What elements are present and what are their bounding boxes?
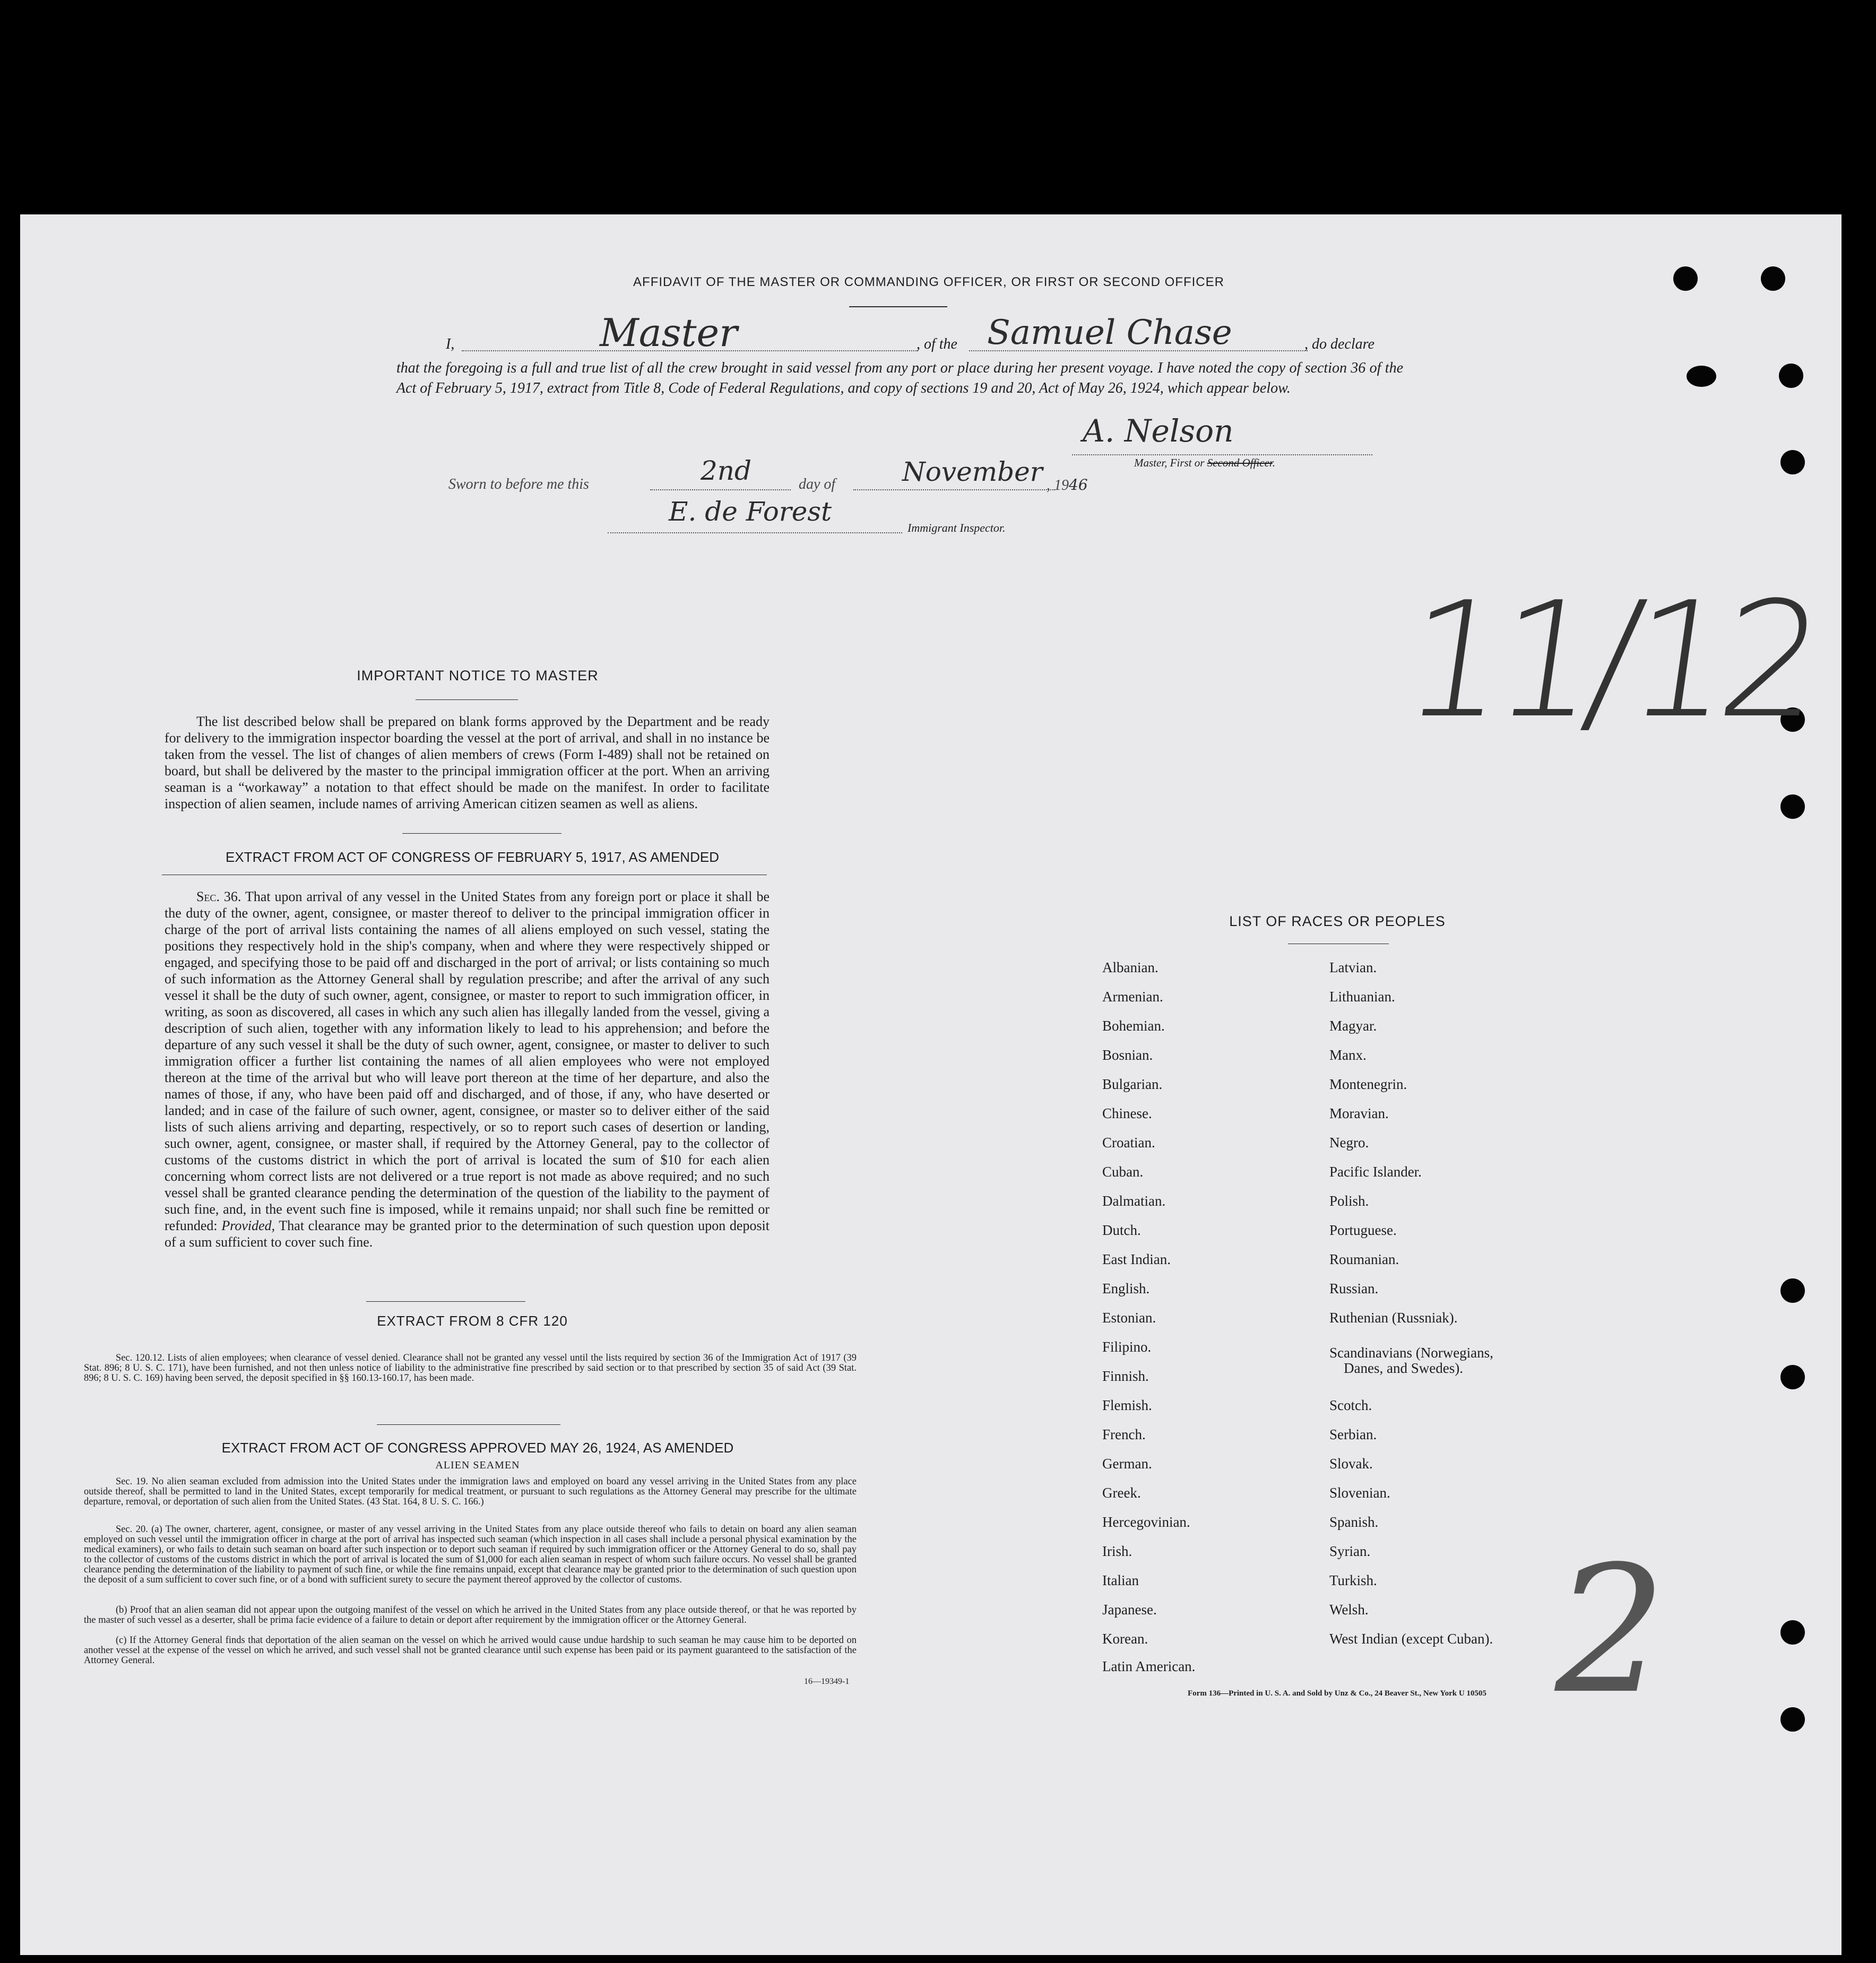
year-prefix: , 19 xyxy=(1047,477,1069,494)
race-item: Filipino. xyxy=(1102,1339,1152,1355)
race-item: Latvian. xyxy=(1329,959,1377,975)
race-item: Negro. xyxy=(1329,1135,1369,1151)
sec20b-text: (b) Proof that an alien seaman did not appear upon the outgoing manifest of the vessel on which he arrived in the United States from any place outside thereof, or that he was reported by the master of such vessel as a deserter, shall be prima facie evidence of a failure to detain or deport after requirement by the immigration officer or the Attorney General. xyxy=(84,1605,857,1625)
race-item: East Indian. xyxy=(1102,1251,1171,1267)
race-item: Chinese. xyxy=(1102,1105,1152,1121)
year-handwriting: 46 xyxy=(1069,476,1088,494)
divider xyxy=(366,1301,525,1302)
sec20a-text: Sec. 20. (a) The owner, charterer, agent, consignee, or master of any vessel arriving in the United States from any place outside thereof who fails to detain on board any alien seaman employed on such vessel until the immigration officer in charge at the port of arrival has inspected such seaman (which inspection in all cases shall include a personal physical examination by the medical examiners), or who fails to detain such seaman on board after such inspection or to deport such seaman if required by such immigration officer or the Attorney General to do so, shall pay to the collector of customs of the customs district in which the port of arrival is located the sum of $1,000 for each alien seaman in respect of whom such failure occurs. No vessel shall be granted clearance pending the determination of the liability to payment of such fine, or while the fine remains unpaid, except that clearance may be granted prior to the determination of such question upon the deposit of a sum sufficient to cover such fine, or of a bond with sufficient surety to secure the payment thereof approved by the collector of customs. xyxy=(84,1524,857,1585)
race-item: English. xyxy=(1102,1281,1150,1296)
year-label xyxy=(1047,476,1088,494)
day-field-line xyxy=(650,489,791,490)
punch-hole xyxy=(1687,366,1716,387)
sec20c-text: (c) If the Attorney General finds that deportation of the alien seaman on the vessel on which he arrived would cause undue hardship to such seaman he may cause him to be deported on another vessel at the expense of the vessel on which he arrived, and such vessel shall not be granted clearance until such expense has been paid or its payment guaranteed to the satisfaction of the Attorney General. xyxy=(84,1635,857,1666)
race-item: Bohemian. xyxy=(1102,1018,1165,1034)
race-item: Finnish. xyxy=(1102,1368,1149,1384)
race-item: Bosnian. xyxy=(1102,1047,1153,1063)
alien-seamen-subtitle: ALIEN SEAMEN xyxy=(435,1459,520,1471)
inspector-caption: Immigrant Inspector. xyxy=(907,521,1006,534)
cfr-title: EXTRACT FROM 8 CFR 120 xyxy=(377,1313,568,1329)
race-item: Serbian. xyxy=(1329,1426,1377,1442)
punch-hole xyxy=(1780,1707,1805,1732)
sec36-body: That upon arrival of any vessel in the United States from any foreign port or place it shall be the duty of the owner, agent, consignee, or master thereof to deliver to the principal immigration officer in charge of the port of arrival lists containing the names of all aliens employed on such vessel, stating the positions they respectively hold in the ship's company, when and where they were respectively shipped or engaged, and specifying those to be paid off and discharged in the port of arrival; or lists containing so much of such information as the Attorney General shall by regulation prescribe; and after the arrival of any such vessel it shall be the duty of such owner, agent, consignee, or master to report to such immigration officer, in writing, as soon as discovered, all cases in which any such alien has illegally landed from the vessel, giving a description of such alien, together with any information likely to lead to his apprehension; and before the departure of any such vessel it shall be the duty of such owner, agent, consignee, or master to deliver to such immigration officer a further list containing the names of all alien employees who were not employed thereon at the time of the arrival but who will leave port thereon at the time of her departure, and also the names of those, if any, who have been paid off and discharged, and of those, if any, who have deserted or landed; and in case of the failure of such owner, agent, consignee, or master so to deliver either of the said lists of such aliens arriving and departing, respectively, or so to report such cases of desertion or landing, such owner, agent, consignee, or master shall, if required by the Attorney General, pay to the collector of customs of the customs district in which the port of arrival is located the sum of $10 for each alien concerning whom correct lists are not delivered or a true report is not made as above required; and no such vessel shall be granted clearance pending the determination of the question of the liability to the payment of such fine, and, in the event such fine is imposed, while it remains unpaid; nor shall such fine be remitted or refunded: xyxy=(165,889,770,1233)
declarant-label: I, xyxy=(446,336,455,352)
race-item: Dutch. xyxy=(1102,1222,1141,1238)
master-signature: A. Nelson xyxy=(1083,413,1234,449)
punch-hole xyxy=(1780,794,1805,819)
extract-1924-title: EXTRACT FROM ACT OF CONGRESS APPROVED MAY 26, 1924, AS AMENDED xyxy=(221,1440,734,1456)
race-item: Moravian. xyxy=(1329,1105,1389,1121)
race-item: Cuban. xyxy=(1102,1164,1144,1180)
inspector-field-line xyxy=(608,532,902,533)
race-item: Ruthenian (Russniak). xyxy=(1329,1310,1458,1326)
notice-title: IMPORTANT NOTICE TO MASTER xyxy=(357,668,599,684)
affidavit-body: that the foregoing is a full and true list of all the crew brought in said vessel from any port or place during her present voyage. I have noted the copy of section 36 of the Act of February 5, 1917, extract from Title 8, Code of Federal Regulations, and copy of sections 19 and 20, Act of May 26, 1924, which appear below. xyxy=(396,360,1403,396)
handwritten-annotation-top: 11/12 xyxy=(1393,568,1826,753)
race-item: Portuguese. xyxy=(1329,1222,1397,1238)
race-item: Syrian. xyxy=(1329,1543,1371,1559)
day-handwriting: 2nd xyxy=(701,455,752,486)
sec36-label: Sec. 36. xyxy=(196,889,241,904)
race-item: Roumanian. xyxy=(1329,1251,1399,1267)
race-item: Lithuanian. xyxy=(1329,989,1395,1005)
race-item: Dalmatian. xyxy=(1102,1193,1166,1209)
sec36-text xyxy=(165,888,770,1250)
divider xyxy=(416,699,518,700)
master-handwriting: Master xyxy=(600,310,738,355)
race-item: Bulgarian. xyxy=(1102,1076,1163,1092)
extract-1917-title: EXTRACT FROM ACT OF CONGRESS OF FEBRUARY 5, 1917, AS AMENDED xyxy=(226,849,719,865)
race-item: Estonian. xyxy=(1102,1310,1156,1326)
race-item: Welsh. xyxy=(1329,1602,1369,1618)
punch-hole xyxy=(1780,1365,1805,1389)
race-item: French. xyxy=(1102,1426,1146,1442)
race-item: Danes, and Swedes). xyxy=(1344,1360,1463,1376)
punch-hole xyxy=(1761,266,1785,291)
race-item: Slovenian. xyxy=(1329,1485,1390,1501)
race-item: Polish. xyxy=(1329,1193,1369,1209)
sec19-text: Sec. 19. No alien seaman excluded from admission into the United States under the immigration laws and employed on board any vessel arriving in the United States from any place outside thereof, shall be permitted to land in the United States, except temporarily for medical treatment, or pursuant to such regulations as the Attorney General may prescribe for the ultimate departure, removal, or deportation of such alien from the United States. (43 Stat. 164, 8 U. S. C. 166.) xyxy=(84,1476,857,1507)
race-item: Hercegovinian. xyxy=(1102,1514,1190,1530)
race-item: German. xyxy=(1102,1456,1152,1472)
race-item: Irish. xyxy=(1102,1543,1132,1559)
punch-hole xyxy=(1780,450,1805,474)
race-item: Slovak. xyxy=(1329,1456,1373,1472)
race-item: Turkish. xyxy=(1329,1572,1377,1588)
do-declare-label: , do declare xyxy=(1304,336,1374,352)
race-item: Spanish. xyxy=(1329,1514,1379,1530)
handwritten-annotation-bottom: 2 xyxy=(1555,1528,1666,1732)
races-title: LIST OF RACES OR PEOPLES xyxy=(1229,913,1446,929)
master-caption-end: . xyxy=(1272,456,1275,469)
affidavit-title: AFFIDAVIT OF THE MASTER OR COMMANDING OFFICER, OR FIRST OR SECOND OFFICER xyxy=(633,275,1224,289)
cfr-text: Sec. 120.12. Lists of alien employees; when clearance of vessel denied. Clearance shall not be granted any vessel until the lists required by section 36 of the Immigration Act of 1917 (39 Stat. 896; 8 U. S. C. 171), have been furnished, and not then unless notice of liability to the administrative fine prescribed by said section or to that prescribed by section 35 of said Act (39 Stat. 896; 8 U. S. C. 169) having been served, the deposit specified in §§ 160.13-160.17, has been made. xyxy=(84,1353,857,1383)
race-item: Scotch. xyxy=(1329,1397,1372,1413)
race-item: Manx. xyxy=(1329,1047,1367,1063)
notice-text: The list described below shall be prepared on blank forms approved by the Department and be ready for delivery to the immigration inspector boarding the vessel at the port of arrival, and shall in no instance be taken from the vessel. The list of changes of alien members of crews (Form I-489) shall not be retained on board, but shall be delivered by the master to the principal immigration officer at the port. When an arriving seaman is a “workaway” a notation to that effect should be made on the manifest. In order to facilitate inspection of alien seamen, include names of arriving American citizen seamen as well as aliens. xyxy=(165,714,770,811)
race-item: Italian xyxy=(1102,1572,1139,1588)
punch-hole xyxy=(1779,364,1803,388)
race-item: Japanese. xyxy=(1102,1602,1157,1618)
divider xyxy=(402,833,561,834)
day-of-label: day of xyxy=(799,476,836,492)
punch-hole xyxy=(1780,1620,1805,1645)
master-caption-text: Master, First or xyxy=(1134,456,1205,469)
sec36-body-end: That clearance may be granted prior to the determination of such question upon deposit of a sum sufficient to cover such fine. xyxy=(165,1218,770,1250)
race-item: Pacific Islander. xyxy=(1329,1164,1422,1180)
race-item: Scandinavians (Norwegians, xyxy=(1329,1345,1493,1361)
form-code: 16—19349-1 xyxy=(804,1677,850,1686)
punch-hole xyxy=(1780,1278,1805,1303)
sworn-label: Sworn to before me this xyxy=(448,476,589,492)
punch-hole xyxy=(1673,266,1698,291)
race-item: Montenegrin. xyxy=(1329,1076,1407,1092)
race-item: Greek. xyxy=(1102,1485,1141,1501)
master-caption-struck: Second Officer xyxy=(1207,456,1273,469)
divider xyxy=(849,306,947,307)
race-item: Croatian. xyxy=(1102,1135,1155,1151)
race-item: West Indian (except Cuban). xyxy=(1329,1631,1493,1647)
month-handwriting: November xyxy=(902,456,1043,487)
divider xyxy=(377,1424,560,1425)
month-field-line xyxy=(853,489,1055,490)
race-item: Armenian. xyxy=(1102,989,1163,1005)
race-item: Latin American. xyxy=(1102,1658,1196,1674)
inspector-signature: E. de Forest xyxy=(669,496,832,527)
race-item: Albanian. xyxy=(1102,959,1159,975)
of-the-label: , of the xyxy=(917,336,957,352)
race-item: Magyar. xyxy=(1329,1018,1377,1034)
race-item: Russian. xyxy=(1329,1281,1379,1296)
race-item: Korean. xyxy=(1102,1631,1148,1647)
race-item: Flemish. xyxy=(1102,1397,1152,1413)
provided-label: Provided, xyxy=(221,1218,275,1233)
signature-line xyxy=(1072,454,1372,455)
master-caption xyxy=(1134,456,1275,470)
form-footer: Form 136—Printed in U. S. A. and Sold by Unz & Co., 24 Beaver St., New York U 10505 xyxy=(1188,1689,1486,1698)
vessel-handwriting: Samuel Chase xyxy=(987,313,1232,352)
